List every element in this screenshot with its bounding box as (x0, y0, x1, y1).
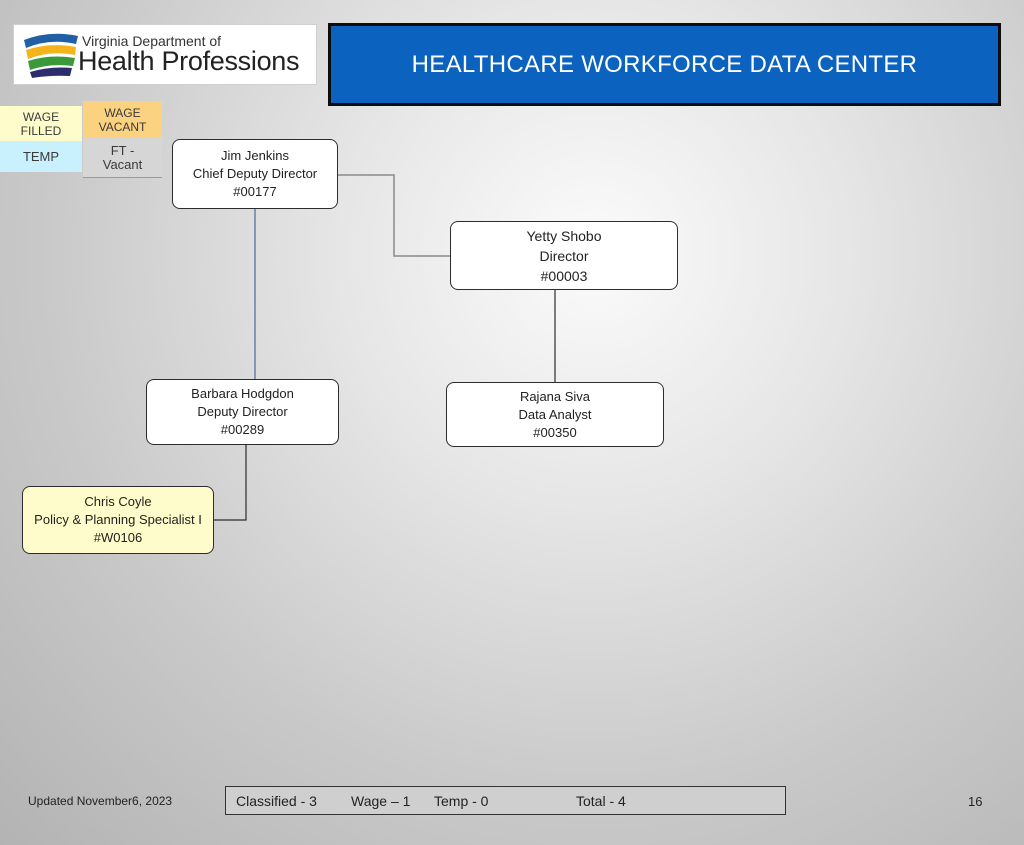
connector-jenkins-shobo (338, 175, 450, 256)
connector-hodgdon-coyle (214, 445, 246, 520)
node-title: Policy & Planning Specialist I (34, 512, 202, 527)
page-number: 16 (968, 794, 983, 809)
legend-temp-label: TEMP (22, 148, 60, 164)
header-banner (328, 23, 1001, 106)
node-position-number: #W0106 (93, 530, 143, 545)
node-title: Chief Deputy Director (192, 166, 318, 181)
legend-wage-vacant (83, 101, 162, 138)
org-node-barbara-hodgdon (146, 379, 339, 445)
org-node-chris-coyle (22, 486, 214, 554)
org-node-rajana-siva (446, 382, 664, 447)
node-title: Data Analyst (518, 406, 592, 422)
node-position-number: #00177 (233, 184, 277, 199)
node-name: Barbara Hodgdon (191, 386, 294, 401)
page-title: HEALTHCARE WORKFORCE DATA CENTER (411, 50, 918, 78)
legend-wage-vacant-line-2: VACANT (98, 119, 147, 134)
dhp-logo (14, 25, 316, 84)
legend-temp (0, 141, 82, 172)
legend-ft-vacant (83, 138, 162, 178)
node-position-number: #00350 (533, 424, 577, 440)
summary-temp: Temp - 0 (434, 793, 489, 809)
legend-wage-filled-line-2: FILLED (20, 123, 62, 138)
updated-date: Updated November6, 2023 (28, 794, 173, 808)
legend-ft-vacant-line-2: Vacant (102, 156, 143, 172)
legend-ft-vacant-line-1: FT - (110, 142, 135, 158)
node-name: Yetty Shobo (526, 227, 602, 244)
summary-classified: Classified - 3 (236, 793, 317, 809)
legend-wage-vacant-line-1: WAGE (104, 105, 141, 120)
logo-line-1: Virginia Department of (82, 33, 222, 49)
node-title: Deputy Director (197, 404, 288, 419)
node-name: Rajana Siva (519, 388, 591, 404)
org-node-jim-jenkins (172, 139, 338, 209)
summary-wage: Wage – 1 (351, 793, 411, 809)
legend-wage-filled (0, 106, 82, 141)
node-position-number: #00289 (220, 422, 265, 437)
position-summary-box (225, 786, 786, 815)
summary-total: Total - 4 (576, 793, 626, 809)
node-title: Director (539, 247, 589, 264)
node-name: Jim Jenkins (221, 148, 289, 163)
logo-line-2: Health Professions (78, 46, 300, 76)
org-node-yetty-shobo (450, 221, 678, 290)
legend-wage-filled-line-1: WAGE (22, 109, 60, 124)
dhp-swoosh-icon (20, 30, 80, 80)
node-name: Chris Coyle (84, 494, 152, 509)
node-position-number: #00003 (540, 267, 588, 284)
